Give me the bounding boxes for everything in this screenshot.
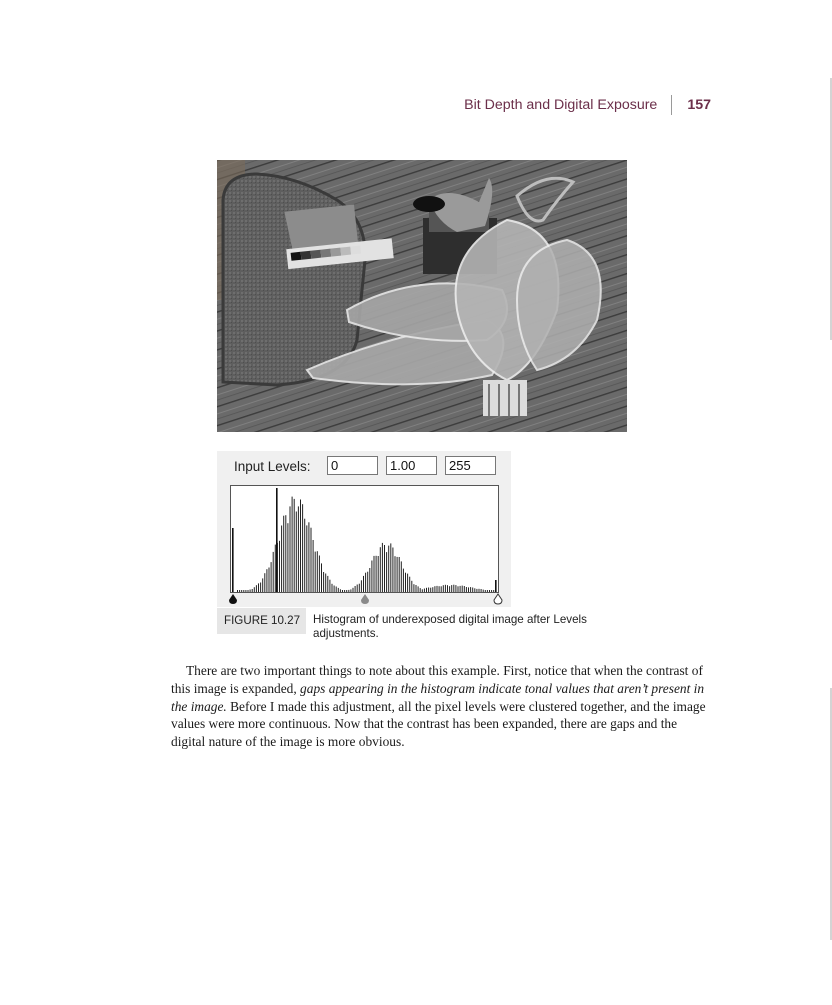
body-text-part1: There are two important things to note about this example. First, notice that when the contrast of this image is expanded, (171, 663, 703, 696)
histogram-bar (279, 541, 280, 592)
histogram-bar (395, 556, 396, 592)
histogram-bar (340, 589, 341, 592)
histogram-bar (254, 587, 255, 592)
histogram-frame (230, 485, 499, 593)
histogram-bar (342, 590, 343, 592)
histogram-bar (384, 545, 385, 592)
histogram-bar (382, 543, 383, 592)
histogram-bar (275, 545, 276, 592)
histogram-bar (311, 528, 312, 592)
figure-label: FIGURE 10.27 (217, 608, 306, 634)
histogram-bar (300, 500, 301, 593)
histogram-bar (334, 586, 335, 593)
histogram-bar (439, 586, 440, 592)
body-text-emphasis: gaps appearing in the histogram indicate tonal values that aren’t present in the image. (171, 680, 705, 714)
histogram-bar (489, 590, 490, 592)
histogram-bar (294, 499, 295, 592)
histogram-bar (292, 497, 293, 592)
histogram-bar (269, 568, 270, 593)
histogram-bar (248, 590, 249, 592)
page-number: 157 (687, 97, 711, 113)
histogram-bar (237, 590, 238, 592)
histogram-bar (493, 590, 494, 592)
histogram-bar (353, 588, 354, 592)
histogram-bar (290, 506, 291, 592)
histogram-bar (371, 561, 372, 593)
histogram-bar (365, 573, 366, 592)
levels-panel (217, 451, 511, 607)
histogram-bar (336, 587, 337, 593)
histogram-bar (329, 580, 330, 592)
body-paragraph (171, 662, 711, 751)
body-text-part2: Before I made this adjustment, all the pixel levels were clustered together, and the image values were more continuous. Now that the contrast has been expanded, there are gaps and the digital nature of the image is more obvious. (171, 698, 706, 750)
histogram-bar (252, 589, 253, 592)
histogram-bar (468, 587, 469, 592)
histogram-bar (466, 587, 467, 592)
histogram-bar (287, 523, 288, 592)
histogram-bar (481, 589, 482, 592)
histogram-bar (449, 586, 450, 592)
histogram-bar (313, 540, 314, 592)
histogram-bar (363, 576, 364, 592)
histogram-bar (411, 581, 412, 592)
histogram-bar (495, 580, 497, 592)
black-point-slider-icon[interactable] (229, 594, 237, 604)
histogram-bar (369, 568, 370, 592)
histogram-bar (264, 573, 265, 592)
histogram-bar (361, 580, 362, 592)
input-levels-label: Input Levels: (234, 459, 311, 474)
histogram-bar (432, 587, 433, 592)
histogram-bar (260, 583, 261, 593)
histogram-bar (426, 588, 427, 592)
histogram-bar (315, 552, 316, 592)
histogram-bar (350, 589, 351, 592)
section-title: Bit Depth and Digital Exposure (464, 97, 658, 113)
histogram-bar (302, 504, 303, 592)
histogram-bar (390, 543, 391, 592)
histogram-bar (243, 590, 244, 592)
histogram-bar (245, 590, 246, 592)
histogram-bar (332, 584, 333, 592)
histogram-bar (256, 585, 257, 592)
histogram-bar (348, 590, 349, 592)
histogram-bar (405, 573, 406, 592)
figure-caption: Histogram of underexposed digital image after Levels adjustments. (313, 613, 587, 640)
histogram-bar (325, 574, 326, 593)
histogram-bar (281, 526, 282, 593)
histogram-bar (430, 588, 431, 592)
histogram-bar (424, 589, 425, 593)
histogram-bar (319, 556, 320, 593)
histogram-bar (401, 561, 402, 592)
histogram-bar (476, 589, 477, 592)
histogram-bar (392, 548, 393, 593)
histogram-bar (418, 586, 419, 592)
histogram-bar (474, 588, 475, 592)
figure-photo (217, 160, 627, 432)
histogram-bar (258, 583, 259, 592)
histogram-bar (462, 586, 463, 592)
histogram-bar (428, 588, 429, 593)
histogram-bar (285, 515, 286, 592)
levels-slider[interactable] (227, 593, 507, 605)
histogram-graph (231, 486, 498, 592)
histogram-bar (359, 584, 360, 592)
histogram-bar (338, 588, 339, 592)
histogram-bar (266, 569, 267, 592)
histogram-bar (445, 585, 446, 592)
white-point-field[interactable]: 255 (445, 456, 496, 475)
histogram-bar (455, 585, 456, 592)
histogram-bar (250, 590, 251, 593)
histogram-bar (241, 590, 242, 592)
gamma-slider-icon[interactable] (361, 594, 369, 604)
histogram-bar (298, 506, 299, 592)
gamma-field[interactable]: 1.00 (386, 456, 437, 475)
histogram-bar (273, 552, 274, 592)
histogram-bar (388, 546, 389, 592)
histogram-bar (386, 552, 387, 592)
histogram-bar (479, 589, 480, 592)
histogram-bar (378, 556, 379, 592)
histogram-bar (232, 528, 234, 592)
histogram-bar (409, 577, 410, 592)
histogram-bar (464, 586, 465, 592)
histogram-bar (447, 585, 448, 592)
histogram-bar (487, 590, 488, 592)
histogram-bar (346, 590, 347, 592)
histogram-bar (437, 586, 438, 592)
histogram-bar (376, 556, 377, 592)
black-point-field[interactable]: 0 (327, 456, 378, 475)
histogram-bar (460, 586, 461, 592)
histogram-bar (397, 557, 398, 592)
histogram-bar (470, 587, 471, 592)
histogram-bar (422, 589, 423, 592)
histogram-bar (323, 572, 324, 592)
histogram-bar (239, 590, 240, 592)
histogram-bar (443, 585, 444, 592)
histogram-bar (317, 551, 318, 592)
histogram-bar (327, 576, 328, 592)
histogram-bar (407, 574, 408, 592)
histogram-bar (483, 590, 484, 592)
histogram-bar (296, 512, 297, 593)
histogram-bar (485, 590, 486, 592)
histogram-bar (491, 590, 492, 592)
histogram-bar (283, 516, 284, 592)
histogram-bar (374, 556, 375, 592)
histogram-bar (304, 519, 305, 592)
histogram-bar (355, 586, 356, 592)
histogram-bar (403, 569, 404, 592)
histogram-bar (276, 488, 278, 592)
white-point-slider-icon[interactable] (494, 594, 502, 604)
histogram-bar (451, 585, 452, 592)
histogram-bar (357, 585, 358, 593)
histogram-bar (420, 588, 421, 592)
histogram-bar (308, 522, 309, 592)
histogram-bar (380, 547, 381, 592)
histogram-bar (367, 572, 368, 592)
running-head (464, 96, 711, 114)
histogram-bar (262, 578, 263, 592)
histogram-bar (416, 585, 417, 592)
histogram-bar (344, 590, 345, 592)
histogram-bar (321, 563, 322, 592)
histogram-bar (434, 586, 435, 592)
histogram-bar (453, 585, 454, 592)
histogram-bar (441, 586, 442, 592)
histogram-bar (413, 584, 414, 592)
histogram-bar (399, 557, 400, 592)
histogram-bar (271, 562, 272, 592)
histogram-bar (458, 586, 459, 592)
photo-illustration (217, 160, 627, 432)
histogram-bar (306, 525, 307, 592)
histogram-bar (472, 588, 473, 593)
